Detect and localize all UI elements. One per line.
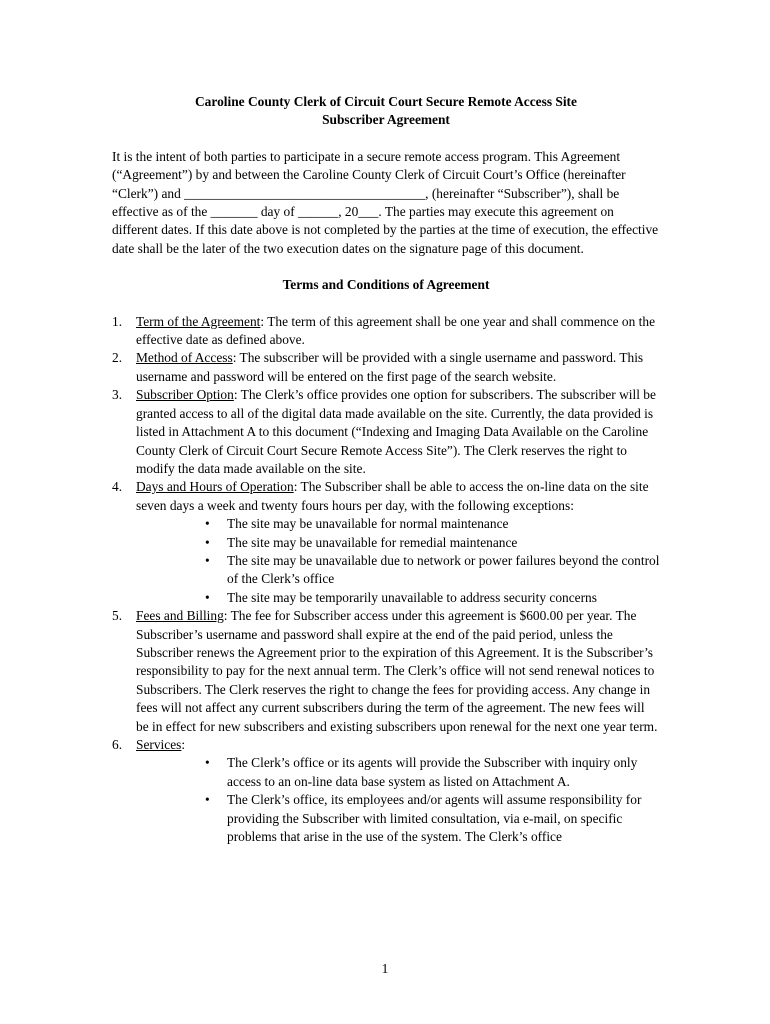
terms-list <box>112 313 660 847</box>
exceptions-list <box>136 515 660 607</box>
term-item-1 <box>112 313 660 350</box>
term-number: 6. <box>112 737 123 752</box>
title-line-2: Subscriber Agreement <box>322 112 450 128</box>
term-item-6 <box>112 736 660 846</box>
list-item <box>205 552 660 589</box>
terms-heading: Terms and Conditions of Agreement <box>282 277 490 293</box>
bullet-icon: • <box>205 589 210 605</box>
bullet-icon: • <box>205 755 210 771</box>
term-item-3 <box>112 386 660 478</box>
bullet-icon: • <box>205 792 210 808</box>
bullet-text: The Clerk’s office, its employees and/or agents will assume responsibility for providing the Subscriber with limited consultation, via e-mail, on specific problems that arise in the use of the system. The Clerk’s office <box>227 792 642 845</box>
list-item <box>205 534 660 552</box>
term-text: : The Subscriber shall be able to access the on-line data on the site seven days a week and twenty fours hours per day, with the following exceptions: <box>136 479 649 513</box>
document-body <box>112 93 660 846</box>
bullet-text: The site may be unavailable due to network or power failures beyond the control of the Clerk’s office <box>227 552 660 587</box>
bullet-text: The Clerk’s office or its agents will provide the Subscriber with inquiry only access to an on-line data base system as listed on Attachment A. <box>227 755 638 789</box>
list-item <box>205 589 660 607</box>
term-title: Days and Hours of Operation <box>136 479 294 495</box>
term-text: : The Clerk’s office provides one option for subscribers. The subscriber will be granted access to all of the digital data made available on the site. Currently, the data provided is listed in Attachment A to this document (“Indexing and Imaging Data Available on the Caroline County Clerk of Circuit Court Secure Remote Access Site”). The Clerk reserves the right to modify the data made available on the site. <box>136 387 656 476</box>
list-item <box>205 791 660 846</box>
bullet-icon: • <box>205 552 210 568</box>
term-text: : The term of this agreement shall be one year and shall commence on the effective date as defined above. <box>136 313 656 348</box>
bullet-icon: • <box>205 534 210 550</box>
term-number: 1. <box>112 313 123 329</box>
bullet-text: The site may be unavailable for normal maintenance <box>227 516 509 532</box>
intro-paragraph: It is the intent of both parties to participate in a secure remote access program. This Agreement (“Agreement”) by and between the Caroline County Clerk of Circuit Court’s Office (hereinafter “Clerk”) and ____________________________________, (hereinafter “Subscriber”), shall be effective as of the _______ day of ______, 20___. The parties may execute this agreement on different dates. If this date above is not completed by the parties at the time of execution, the effective date shall be the later of the two execution dates on the signature page of this document. <box>112 148 659 256</box>
term-title: Fees and Billing <box>136 608 224 624</box>
term-title: Subscriber Option <box>136 387 234 403</box>
term-item-5 <box>112 607 660 736</box>
services-list <box>136 754 660 846</box>
bullet-text: The site may be temporarily unavailable to address security concerns <box>227 589 597 605</box>
title-line-1: Caroline County Clerk of Circuit Court Secure Remote Access Site <box>195 94 577 109</box>
term-title: Method of Access <box>136 350 233 366</box>
term-title: Services <box>136 737 182 752</box>
term-title: Term of the Agreement <box>136 313 261 329</box>
term-text: : The subscriber will be provided with a single username and password. This username and password will be entered on the first page of the search website. <box>136 350 644 384</box>
term-number: 3. <box>112 387 123 403</box>
document-title <box>112 93 660 130</box>
page-number: 1 <box>381 961 389 976</box>
term-number: 4. <box>112 479 123 495</box>
bullet-text: The site may be unavailable for remedial maintenance <box>227 534 518 550</box>
list-item <box>205 754 660 791</box>
term-number: 5. <box>112 608 123 624</box>
term-item-4 <box>112 478 660 607</box>
term-item-2 <box>112 349 660 386</box>
list-item <box>205 515 660 533</box>
term-text: : The fee for Subscriber access under this agreement is $600.00 per year. The Subscriber’s username and password shall expire at the end of the paid period, unless the Subscriber renews the Agreement prior to the expiration of this Agreement. It is the Subscriber’s responsibility to pay for the next annual term. The Clerk’s office will not send renewal notices to Subscribers. The Clerk reserves the right to change the fees for providing access. Any change in fees will not affect any current subscribers during the term of the agreement. The new fees will be in effect for new subscribers and existing subscribers upon renewal for the next one year term. <box>136 608 658 734</box>
term-number: 2. <box>112 350 123 366</box>
term-text: : <box>181 737 186 752</box>
bullet-icon: • <box>205 516 210 532</box>
